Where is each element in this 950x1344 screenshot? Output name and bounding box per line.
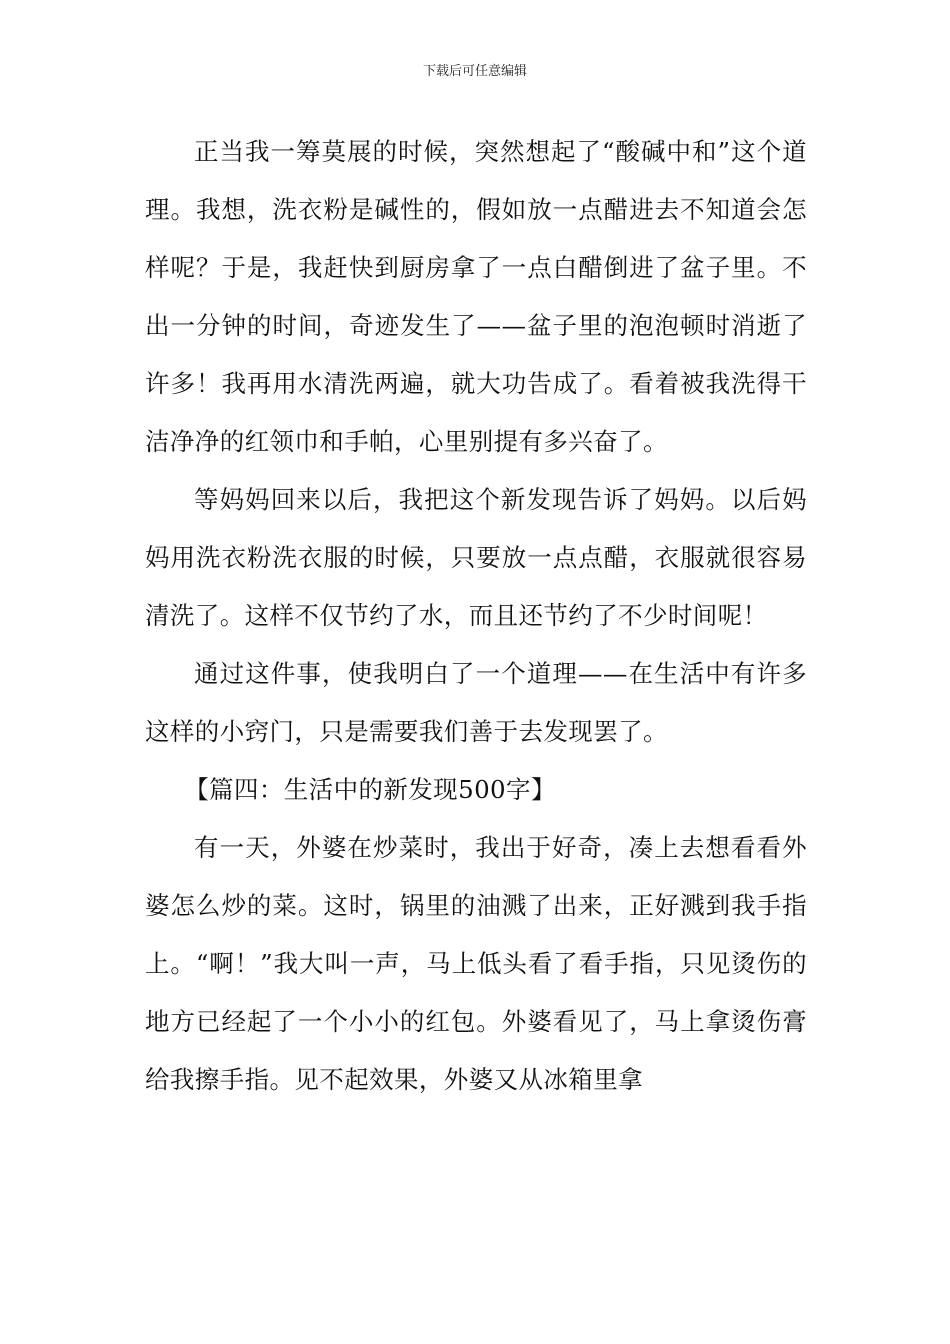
paragraph-lesson: 通过这件事，使我明白了一个道理——在生活中有许多这样的小窍门，只是需要我们善于去发现罢了。 [145, 659, 807, 746]
paragraph-grandma: 有一天，外婆在炒菜时，我出于好奇，凑上去想看看外婆怎么炒的菜。这时，锅里的油溅了出来，正好溅到我手指上。“啊！”我大叫一声，马上低头看了看手指，只见烫伤的地方已经起了一个小小的红包。外婆看见了，马上拿烫伤膏给我擦手指。见不起效果，外婆又从冰箱里拿 [145, 833, 807, 1094]
section-heading: 【篇四：生活中的新发现500字】 [184, 775, 556, 804]
paragraph-vinegar: 正当我一筹莫展的时候，突然想起了“酸碱中和”这个道理。我想，洗衣粉是碱性的，假如放一点醋进去不知道会怎样呢？于是，我赶快到厨房拿了一点白醋倒进了盆子里。不出一分钟的时间，奇迹发生了——盆子里的泡泡顿时消逝了许多！我再用水清洗两遍，就大功告成了。看着被我洗得干洁净净的红领巾和手帕，心里别提有多兴奋了。 [145, 137, 807, 456]
paragraph-mother: 等妈妈回来以后，我把这个新发现告诉了妈妈。以后妈妈用洗衣粉洗衣服的时候，只要放一点点醋，衣服就很容易清洗了。这样不仅节约了水，而且还节约了不少时间呢！ [145, 485, 807, 630]
page-header: 下载后可任意编辑 [422, 64, 527, 79]
document-body [145, 123, 807, 1109]
